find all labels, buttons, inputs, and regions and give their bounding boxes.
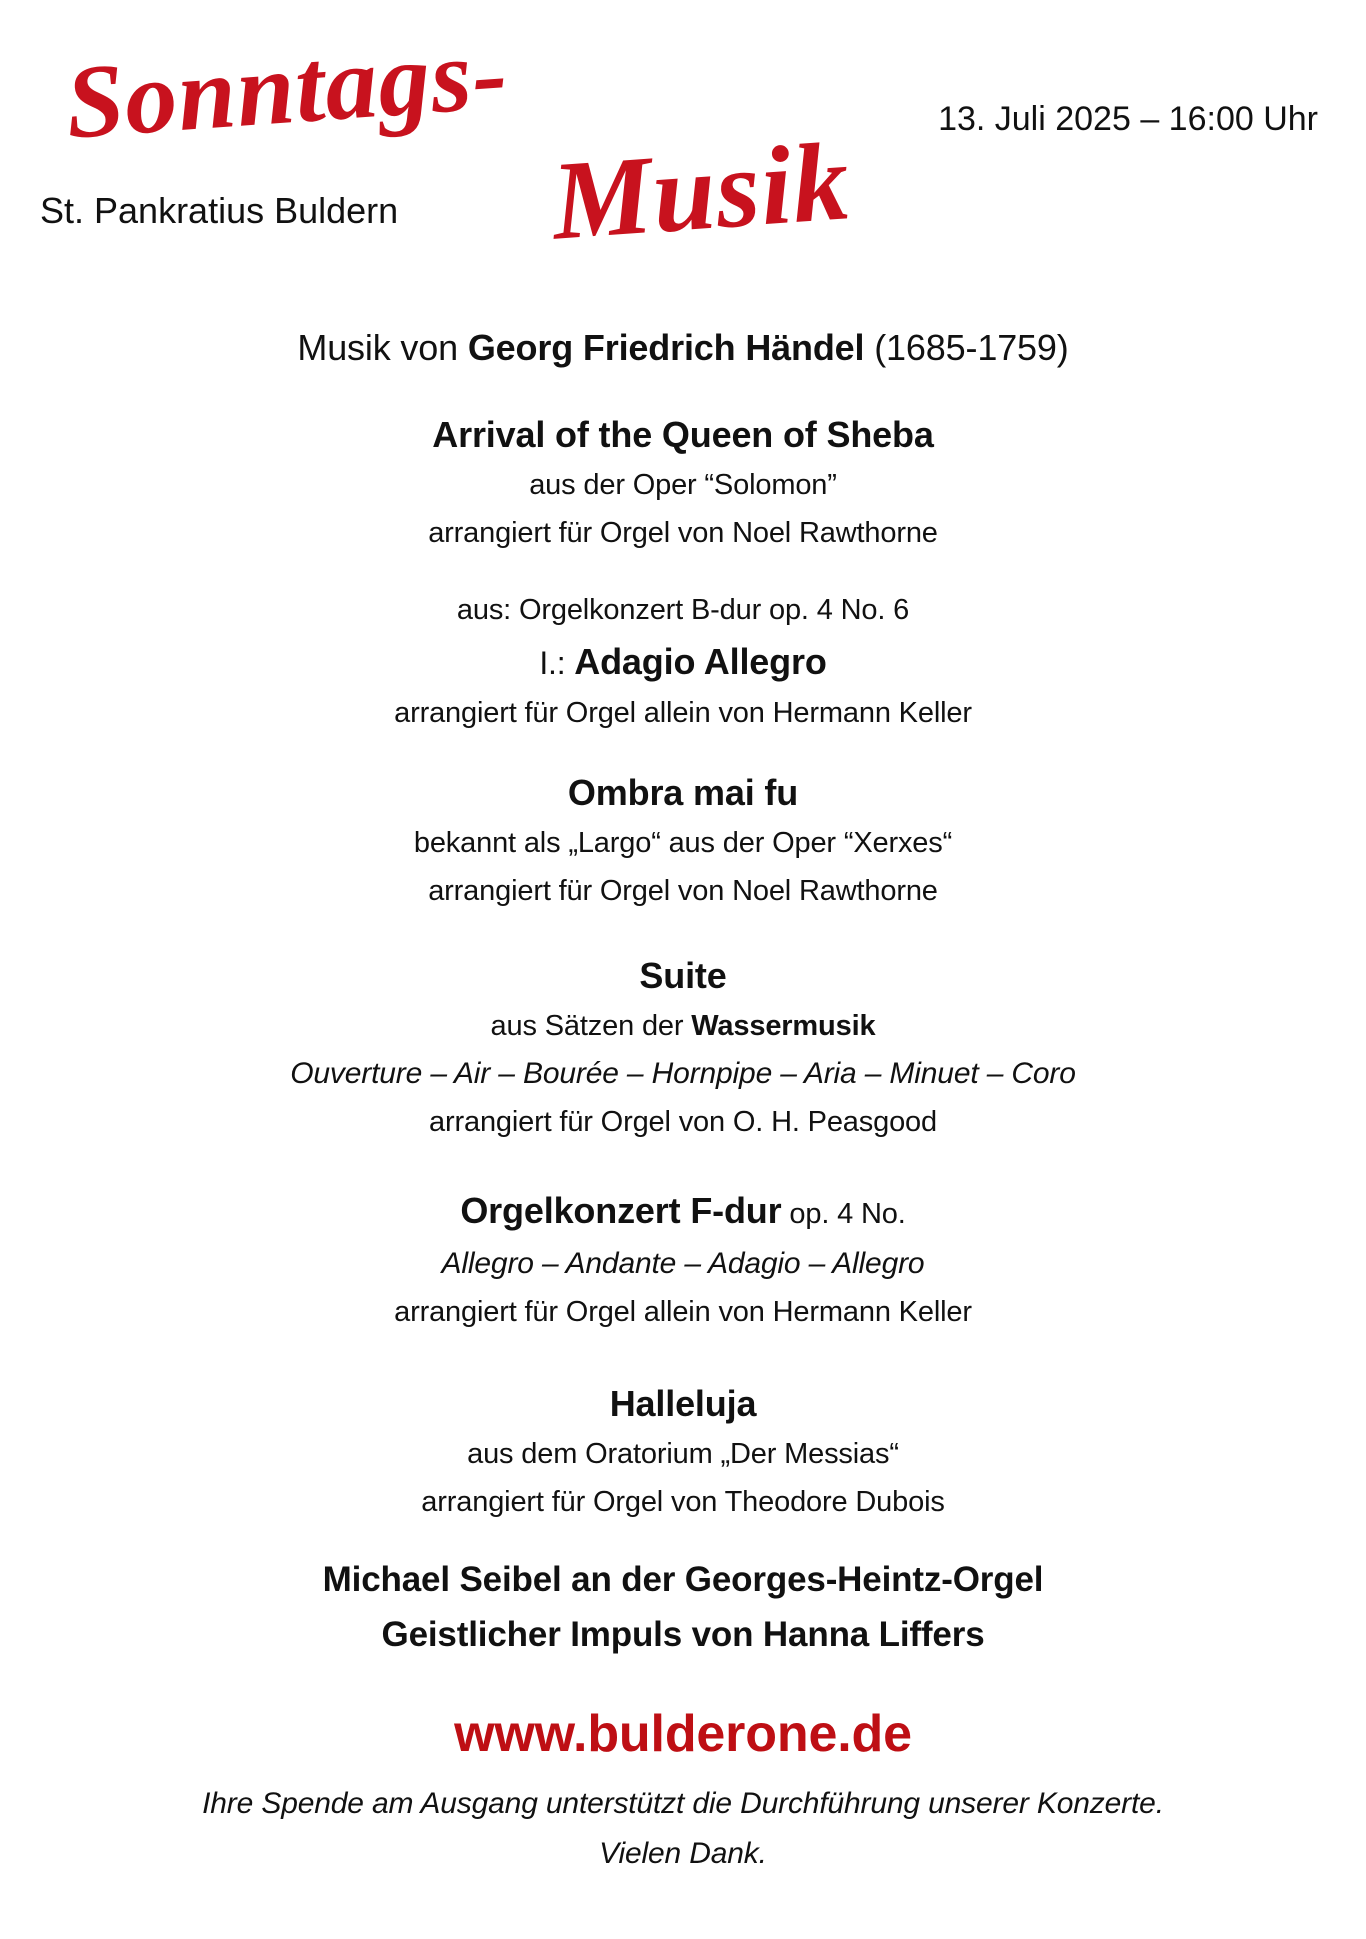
piece-subtitle: aus der Oper “Solomon” bbox=[529, 469, 837, 501]
piece-section-4 bbox=[0, 950, 1366, 1146]
piece-title: Halleluja bbox=[609, 1383, 757, 1424]
piece-subtitle-work: Wassermusik bbox=[691, 1010, 876, 1042]
performer-line-organist: Michael Seibel an der Georges-Heintz-Orgel bbox=[322, 1560, 1044, 1599]
piece-section-3 bbox=[0, 767, 1366, 915]
piece-arranger: arrangiert für Orgel von O. H. Peasgood bbox=[429, 1106, 937, 1138]
composer-prefix: Musik von bbox=[297, 327, 468, 368]
event-datetime: 13. Juli 2025 – 16:00 Uhr bbox=[938, 100, 1318, 138]
piece-arranger: arrangiert für Orgel von Noel Rawthorne bbox=[428, 517, 938, 549]
composer-name: Georg Friedrich Händel bbox=[467, 327, 865, 368]
piece-title-text: Adagio Allegro bbox=[574, 641, 827, 682]
piece-title bbox=[0, 1185, 1366, 1240]
venue-name: St. Pankratius Buldern bbox=[40, 190, 399, 231]
piece-arranger: arrangiert für Orgel von Theodore Dubois bbox=[421, 1486, 945, 1518]
logo-sonntags: Sonntags- bbox=[62, 15, 512, 161]
piece-arranger: arrangiert für Orgel allein von Hermann Keller bbox=[394, 697, 972, 729]
piece-section-1 bbox=[0, 409, 1366, 557]
piece-pretitle: aus: Orgelkonzert B-dur op. 4 No. 6 bbox=[456, 594, 910, 626]
footer bbox=[0, 1779, 1366, 1879]
piece-subtitle: bekannt als „Largo“ aus der Oper “Xerxes“ bbox=[413, 827, 953, 859]
piece-subtitle-prefix: aus Sätzen der bbox=[490, 1010, 692, 1042]
piece-title bbox=[0, 636, 1366, 689]
piece-movements: Ouverture – Air – Bourée – Hornpipe – Aria – Minuet – Coro bbox=[290, 1057, 1076, 1090]
piece-section-2 bbox=[0, 584, 1366, 737]
donation-note: Ihre Spende am Ausgang unterstützt die Durchführung unserer Konzerte. bbox=[202, 1787, 1164, 1820]
piece-section-5 bbox=[0, 1185, 1366, 1336]
piece-title: Ombra mai fu bbox=[567, 772, 799, 813]
performer-line-impuls: Geistlicher Impuls von Hanna Liffers bbox=[381, 1615, 985, 1654]
piece-title: Arrival of the Queen of Sheba bbox=[432, 414, 934, 455]
piece-subtitle: aus dem Oratorium „Der Messias“ bbox=[467, 1438, 899, 1470]
website-link[interactable]: www.bulderone.de bbox=[454, 1705, 912, 1763]
website-line bbox=[0, 1704, 1366, 1764]
composer-line bbox=[0, 326, 1366, 370]
piece-title-opus: op. 4 No. bbox=[781, 1198, 906, 1230]
thanks-note: Vielen Dank. bbox=[599, 1837, 767, 1870]
logo-musik: Musik bbox=[548, 119, 854, 264]
piece-section-6 bbox=[0, 1378, 1366, 1526]
piece-arranger: arrangiert für Orgel allein von Hermann Keller bbox=[394, 1296, 972, 1328]
piece-title-text: Orgelkonzert F-dur bbox=[460, 1190, 782, 1231]
piece-title: Suite bbox=[639, 955, 727, 996]
performers bbox=[0, 1552, 1366, 1662]
piece-arranger: arrangiert für Orgel von Noel Rawthorne bbox=[428, 875, 938, 907]
piece-subtitle bbox=[0, 1002, 1366, 1050]
piece-title-numeral: I.: bbox=[539, 645, 575, 681]
composer-dates: (1685-1759) bbox=[864, 327, 1069, 368]
piece-movements: Allegro – Andante – Adagio – Allegro bbox=[441, 1247, 925, 1280]
